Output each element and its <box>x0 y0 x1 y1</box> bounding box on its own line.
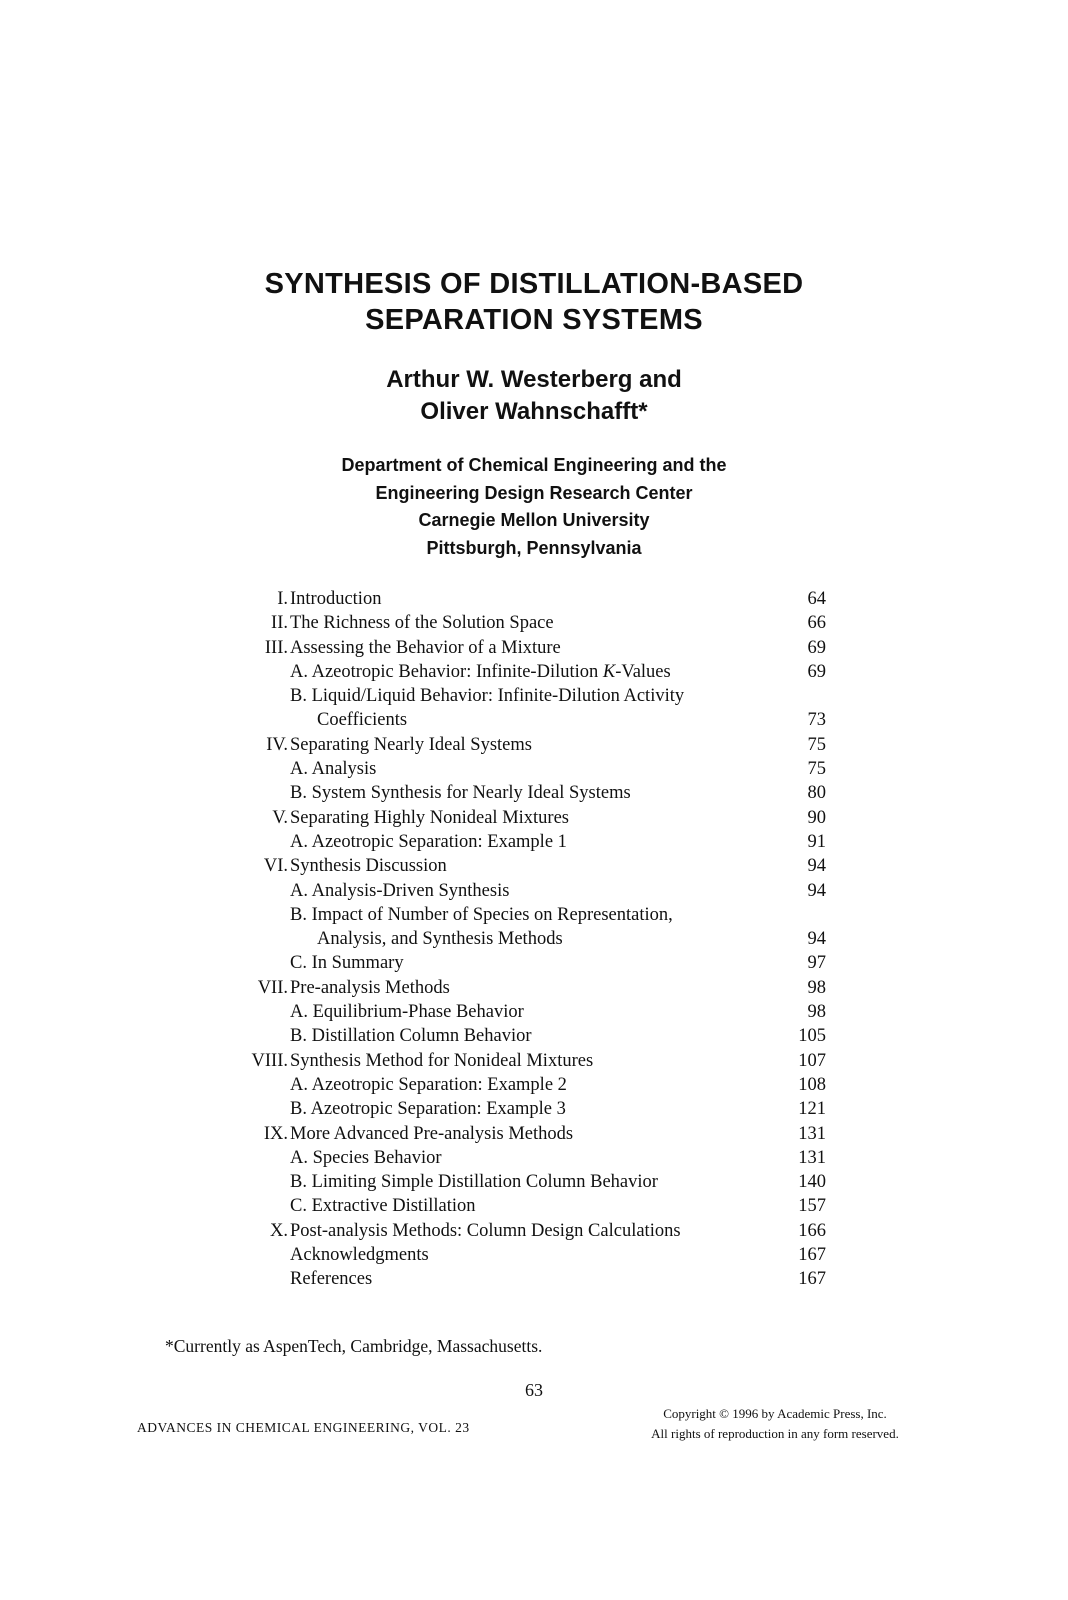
toc-entry-label: B. Impact of Number of Species on Representation, <box>290 904 673 925</box>
toc-entry-page: 98 <box>807 1002 826 1023</box>
copyright-line-1: Copyright © 1996 by Academic Press, Inc. <box>663 1406 887 1421</box>
toc-entry-page: 75 <box>807 734 826 755</box>
toc-entry-label: Separating Highly Nonideal Mixtures <box>290 807 569 828</box>
toc-entry-label: A. Analysis-Driven Synthesis <box>290 880 510 901</box>
toc-entry-number: V. <box>272 807 288 828</box>
copyright-line-2: All rights of reproduction in any form reserved. <box>651 1426 899 1441</box>
toc-entry <box>200 830 826 854</box>
toc-entry-page: 157 <box>798 1196 826 1217</box>
toc-entry-page: 167 <box>798 1245 826 1266</box>
toc-entry-page: 91 <box>807 831 826 852</box>
affiliation-line-4: Pittsburgh, Pennsylvania <box>426 537 642 558</box>
toc-entry <box>200 1194 826 1218</box>
toc-entry-number: VIII. <box>251 1050 288 1071</box>
toc-entry-page: 69 <box>807 661 826 682</box>
toc-entry-page: 66 <box>807 613 826 634</box>
toc-entry <box>200 1219 826 1243</box>
toc-entry-page: 80 <box>807 783 826 804</box>
toc-entry-label: Assessing the Behavior of a Mixture <box>290 637 561 658</box>
footnote: *Currently as AspenTech, Cambridge, Massachusetts. <box>165 1336 543 1356</box>
toc-entry <box>200 587 826 611</box>
toc-entry <box>200 951 826 975</box>
toc-entry <box>200 611 826 635</box>
article-title <box>0 266 1068 338</box>
toc-entry-label: B. Liquid/Liquid Behavior: Infinite-Dilution Activity <box>290 686 685 707</box>
toc-entry-page: 69 <box>807 637 826 658</box>
title-line-1: SYNTHESIS OF DISTILLATION-BASED <box>264 268 804 300</box>
toc-entry-number: I. <box>277 589 288 609</box>
toc-entry <box>200 1170 826 1194</box>
affiliation-line-3: Carnegie Mellon University <box>418 510 650 530</box>
toc-entry <box>200 1049 826 1073</box>
toc-entry-page: 94 <box>807 880 826 901</box>
toc-entry <box>200 708 826 732</box>
toc-entry <box>200 636 826 660</box>
toc-entry-number: II. <box>271 613 288 634</box>
toc-entry-number: IX. <box>263 1123 288 1144</box>
toc-entry <box>200 757 826 781</box>
table-of-contents <box>200 587 826 1292</box>
title-line-2: SEPARATION SYSTEMS <box>365 304 703 336</box>
toc-entry-page: 75 <box>807 759 826 780</box>
toc-entry <box>200 976 826 1000</box>
toc-entry <box>200 781 826 805</box>
toc-entry <box>200 879 826 903</box>
toc-entry-label: Coefficients <box>317 710 408 731</box>
toc-entry <box>200 1146 826 1170</box>
author-line-2: Oliver Wahnschafft* <box>420 398 648 425</box>
copyright-notice <box>620 1404 930 1444</box>
toc-entry-label: A. Species Behavior <box>290 1147 442 1168</box>
toc-entry-page: 140 <box>798 1172 826 1193</box>
toc-entry-number: X. <box>270 1220 288 1241</box>
toc-entry-number: VII. <box>257 977 288 998</box>
toc-entry-label: Synthesis Discussion <box>290 856 447 877</box>
toc-entry-label: References <box>290 1269 373 1290</box>
toc-entry-label: A. Azeotropic Behavior: Infinite-Dilution K-Values <box>290 661 671 682</box>
toc-entry-page: 121 <box>798 1099 826 1120</box>
toc-entry-label: A. Analysis <box>290 759 377 780</box>
toc-entry <box>200 1122 826 1146</box>
toc-entry <box>200 1267 826 1291</box>
toc-entry-label: A. Azeotropic Separation: Example 1 <box>290 831 567 852</box>
toc-entry-label: C. Extractive Distillation <box>290 1196 476 1217</box>
toc-entry-page: 94 <box>807 929 826 950</box>
toc-entry-label: A. Azeotropic Separation: Example 2 <box>290 1074 567 1095</box>
toc-entry-label: Pre-analysis Methods <box>290 977 450 998</box>
toc-entry-page: 167 <box>798 1269 826 1290</box>
affiliation <box>0 452 1068 562</box>
toc-entry-page: 107 <box>798 1050 826 1071</box>
toc-entry-label: Separating Nearly Ideal Systems <box>290 734 532 755</box>
toc-entry-label: Introduction <box>290 589 382 609</box>
toc-entry <box>200 1073 826 1097</box>
toc-entry-number: IV. <box>266 734 288 755</box>
toc-entry <box>200 1097 826 1121</box>
page-number: 63 <box>525 1380 543 1400</box>
toc-entry <box>200 806 826 830</box>
toc-entry <box>200 684 826 708</box>
toc-entry-page: 97 <box>807 953 826 974</box>
toc-entry-page: 64 <box>807 589 826 609</box>
toc-entry <box>200 1000 826 1024</box>
toc-entry-number: III. <box>264 637 288 658</box>
affiliation-line-1: Department of Chemical Engineering and the <box>341 455 727 475</box>
toc-entry-label: More Advanced Pre-analysis Methods <box>290 1123 574 1144</box>
toc-entry-label: Post-analysis Methods: Column Design Calculations <box>290 1220 681 1241</box>
toc-entry-label: The Richness of the Solution Space <box>290 613 554 634</box>
toc-entry <box>200 660 826 684</box>
toc-entry-label: B. Azeotropic Separation: Example 3 <box>290 1099 566 1120</box>
toc-entry <box>200 854 826 878</box>
toc-entry <box>200 1024 826 1048</box>
authors <box>0 364 1068 428</box>
toc-entry-page: 108 <box>798 1074 826 1095</box>
toc-entry-label: Synthesis Method for Nonideal Mixtures <box>290 1050 594 1071</box>
toc-entry-page: 98 <box>807 977 826 998</box>
toc-entry-number: VI. <box>263 856 288 877</box>
toc-entry-page: 105 <box>798 1026 826 1047</box>
toc-entry-page: 131 <box>798 1123 826 1144</box>
toc-entry-page: 94 <box>807 856 826 877</box>
author-line-1: Arthur W. Westerberg and <box>386 366 682 393</box>
toc-entry-page: 90 <box>807 807 826 828</box>
affiliation-line-2: Engineering Design Research Center <box>375 482 693 503</box>
toc-entry <box>200 1243 826 1267</box>
toc-entry-label: B. Limiting Simple Distillation Column Behavior <box>290 1172 658 1193</box>
toc-entry-page: 131 <box>798 1147 826 1168</box>
toc-entry-label: B. Distillation Column Behavior <box>290 1026 532 1047</box>
toc-entry-label: Acknowledgments <box>290 1245 429 1266</box>
journal-citation: ADVANCES IN CHEMICAL ENGINEERING, VOL. 23 <box>137 1420 470 1435</box>
toc-entry-label: C. In Summary <box>290 953 404 974</box>
toc-entry-page: 166 <box>798 1220 826 1241</box>
toc-entry-label: Analysis, and Synthesis Methods <box>317 929 563 950</box>
toc-entry-page: 73 <box>807 710 826 731</box>
toc-entry <box>200 733 826 757</box>
toc-entry-label: B. System Synthesis for Nearly Ideal Systems <box>290 783 631 804</box>
toc-entry-label: A. Equilibrium-Phase Behavior <box>290 1002 524 1023</box>
toc-entry <box>200 903 826 927</box>
toc-entry <box>200 927 826 951</box>
